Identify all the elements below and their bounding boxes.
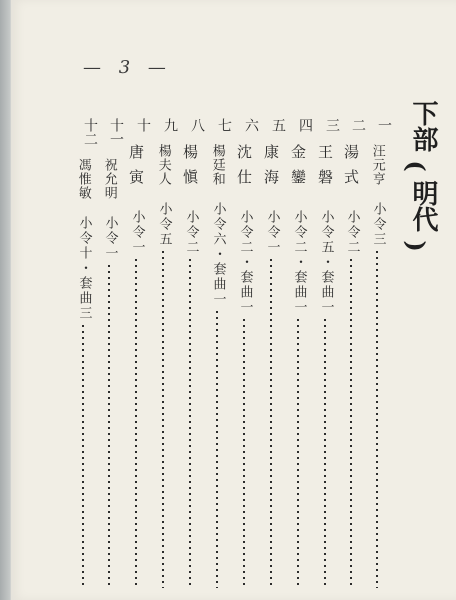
entry-number: 十一: [108, 118, 124, 146]
toc-entry: [122, 118, 150, 588]
works-count: 小令一: [264, 210, 280, 255]
page-stain: [131, 520, 147, 536]
author-name: 楊夫人: [155, 144, 171, 186]
author-name: 湯式: [342, 144, 360, 194]
author-name: 馮惟敏: [75, 158, 91, 200]
toc-entry: [149, 118, 177, 588]
dot-leader: [135, 259, 137, 588]
toc-entry: [230, 118, 258, 588]
entry-number: 十二: [82, 118, 98, 146]
works-count: 小令一: [102, 216, 118, 261]
dot-leader: [376, 251, 378, 588]
dot-leader: [350, 259, 352, 588]
author-name: 汪元亨: [369, 144, 385, 186]
entry-number: 八: [189, 118, 205, 132]
author-name: 金鑾: [289, 144, 307, 194]
paren-open: (: [401, 160, 431, 172]
entry-number: 三: [324, 118, 340, 132]
entry-number: 四: [297, 118, 313, 132]
dot-leader: [216, 311, 218, 588]
toc-entry: [95, 118, 123, 588]
works-count: 小令二: [344, 210, 360, 255]
paren-close: ): [401, 240, 431, 252]
works-count: 小令一: [129, 210, 145, 255]
dot-leader: [108, 265, 110, 588]
dot-leader: [189, 259, 191, 588]
works-count: 小令二・套曲一: [237, 210, 253, 315]
author-name: 王磐: [316, 144, 334, 194]
toc-entry: [69, 118, 97, 588]
section-title-sub: 明代: [408, 180, 438, 232]
author-name: 唐寅: [127, 144, 145, 194]
dot-leader: [270, 259, 272, 588]
dot-leader: [243, 319, 245, 588]
works-count: 小令二・套曲一: [291, 210, 307, 315]
toc-entry: [176, 118, 204, 588]
entry-number: 六: [243, 118, 259, 132]
page-number: — 3 —: [83, 57, 172, 78]
entry-number: 二: [350, 118, 366, 132]
works-count: 小令二: [183, 210, 199, 255]
book-page: [10, 0, 456, 600]
toc-entry: [337, 118, 365, 588]
section-title-main: 下部: [408, 100, 438, 152]
works-count: 小令十・套曲三: [76, 216, 92, 321]
author-name: 康海: [262, 144, 280, 194]
section-title: [396, 100, 436, 260]
toc-entry: [284, 118, 312, 588]
entry-number: 一: [376, 118, 392, 132]
works-count: 小令五: [156, 202, 172, 247]
toc-entry: [203, 118, 231, 588]
dot-leader: [82, 325, 84, 588]
author-name: 沈仕: [235, 144, 253, 194]
works-count: 小令五・套曲一: [318, 210, 334, 315]
entry-number: 五: [270, 118, 286, 132]
author-name: 楊廷和: [209, 144, 225, 186]
book-gutter: [0, 0, 10, 600]
dot-leader: [324, 319, 326, 588]
dot-leader: [297, 319, 299, 588]
toc-entry: [311, 118, 339, 588]
works-count: 小令六・套曲一: [210, 202, 226, 307]
entry-number: 七: [216, 118, 232, 132]
toc-entry: [257, 118, 285, 588]
entry-number: 十: [135, 118, 151, 132]
toc-entry: [363, 118, 391, 588]
author-name: 楊愼: [181, 144, 199, 194]
works-count: 小令三: [370, 202, 386, 247]
author-name: 祝允明: [101, 158, 117, 200]
dot-leader: [162, 251, 164, 588]
entry-number: 九: [162, 118, 178, 132]
